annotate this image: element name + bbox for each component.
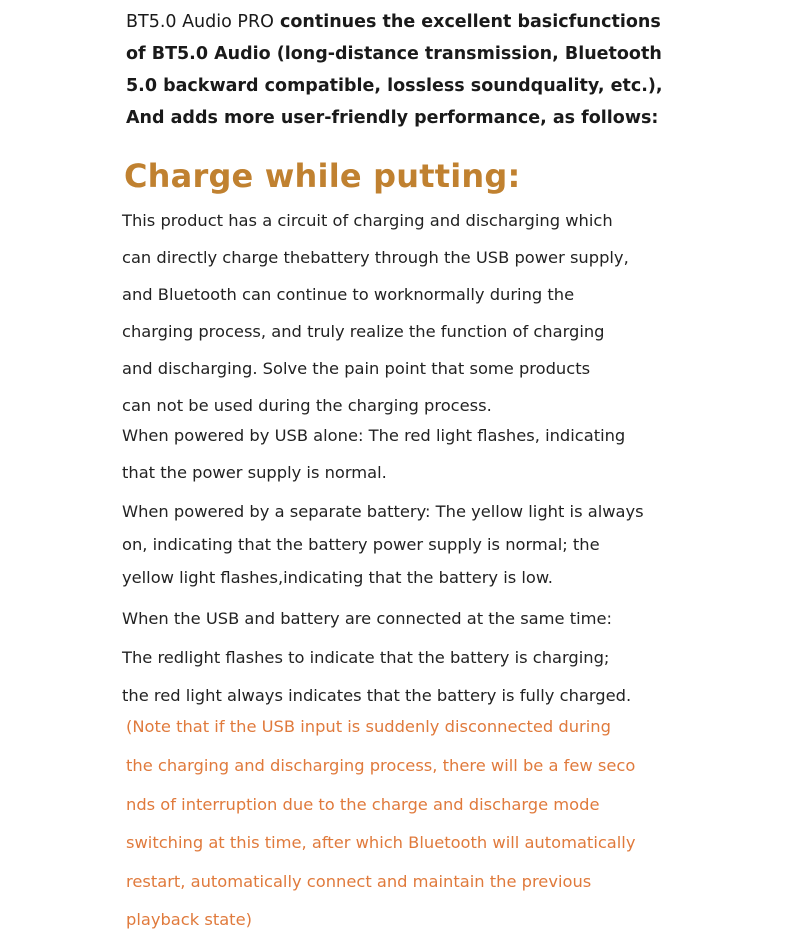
paragraph1-line: charging process, and truly realize the function of charging (122, 322, 605, 341)
section-heading: Charge while putting: (124, 157, 521, 195)
battery-only-line: on, indicating that the battery power supply is normal; the (122, 535, 600, 554)
paragraph1-line: and Bluetooth can continue to worknormally during the (122, 285, 575, 304)
note-line: nds of interruption due to the charge and discharge mode (126, 795, 600, 814)
both-connected-line: The redlight flashes to indicate that the battery is charging; (122, 648, 610, 667)
usb-only-line: When powered by USB alone: The red light flashes, indicating (122, 426, 626, 445)
note-line: restart, automatically connect and maintain the previous (126, 872, 592, 891)
note-line: playback state) (126, 910, 252, 929)
both-connected-line: When the USB and battery are connected at the same time: (122, 609, 612, 628)
intro-line-4: And adds more user-friendly performance, as follows: (126, 108, 659, 128)
paragraph1-line: This product has a circuit of charging and discharging which (122, 211, 613, 230)
intro-line-1 (126, 12, 661, 32)
paragraph1-line: can directly charge thebattery through the USB power supply, (122, 248, 629, 267)
intro-line-3: 5.0 backward compatible, lossless soundquality, etc.), (126, 76, 663, 96)
usb-only-line: that the power supply is normal. (122, 463, 387, 482)
note-line: the charging and discharging process, there will be a few seco (126, 756, 636, 775)
both-connected-line: the red light always indicates that the battery is fully charged. (122, 686, 632, 705)
intro-line-2: of BT5.0 Audio (long-distance transmission, Bluetooth (126, 44, 662, 64)
note-line: switching at this time, after which Bluetooth will automatically (126, 833, 636, 852)
paragraph1-line: and discharging. Solve the pain point that some products (122, 359, 591, 378)
product-name: BT5.0 Audio PRO (126, 12, 274, 32)
intro-line-1-rest: continues the excellent basicfunctions (273, 12, 661, 32)
battery-only-line: When powered by a separate battery: The yellow light is always (122, 502, 644, 521)
battery-only-line: yellow light flashes,indicating that the battery is low. (122, 568, 553, 587)
note-line: (Note that if the USB input is suddenly disconnected during (126, 717, 611, 736)
paragraph1-line: can not be used during the charging process. (122, 396, 492, 415)
